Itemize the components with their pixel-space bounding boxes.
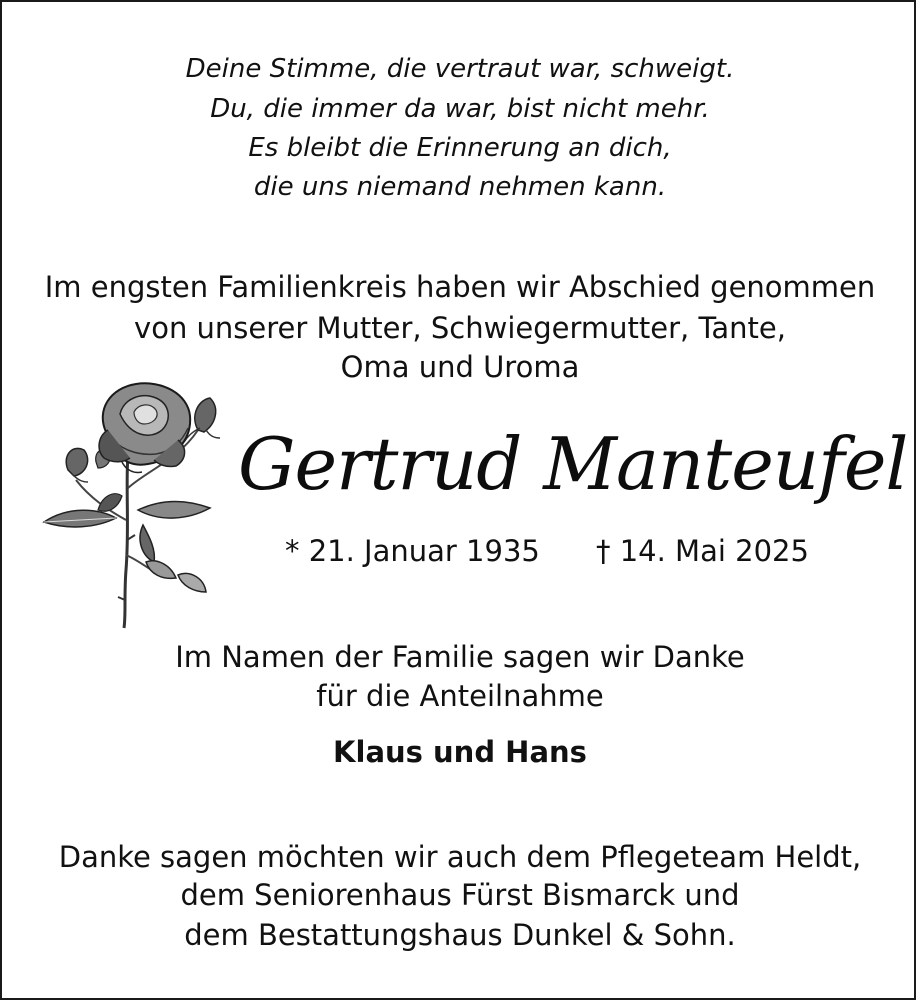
announcement-line-2: von unserer Mutter, Schwiegermutter, Tante,	[134, 311, 786, 345]
announcement-line-3: Oma und Uroma	[340, 350, 580, 384]
closing-line-3: dem Bestattungshaus Dunkel & Sohn.	[184, 918, 736, 952]
rose-icon	[38, 370, 228, 630]
poem-line-3: Es bleibt die Erinnerung an dich,	[248, 133, 672, 163]
death-date: † 14. Mai 2025	[596, 534, 809, 568]
closing-line-1: Danke sagen möchten wir auch dem Pflegeteam Heldt,	[58, 840, 862, 874]
deceased-name: Gertrud Manteufel	[238, 422, 908, 506]
thanks-line-2: für die Anteilnahme	[316, 679, 604, 713]
signers: Klaus und Hans	[333, 735, 587, 769]
thanks-line-1: Im Namen der Familie sagen wir Danke	[175, 640, 745, 674]
poem-line-1: Deine Stimme, die vertraut war, schweigt.	[185, 54, 735, 84]
poem-line-2: Du, die immer da war, bist nicht mehr.	[210, 94, 710, 124]
closing-line-2: dem Seniorenhaus Fürst Bismarck und	[180, 878, 740, 912]
announcement-line-1: Im engsten Familienkreis haben wir Abschied genommen	[44, 270, 876, 304]
birth-date: * 21. Januar 1935	[285, 534, 540, 568]
poem-line-4: die uns niemand nehmen kann.	[253, 172, 667, 202]
